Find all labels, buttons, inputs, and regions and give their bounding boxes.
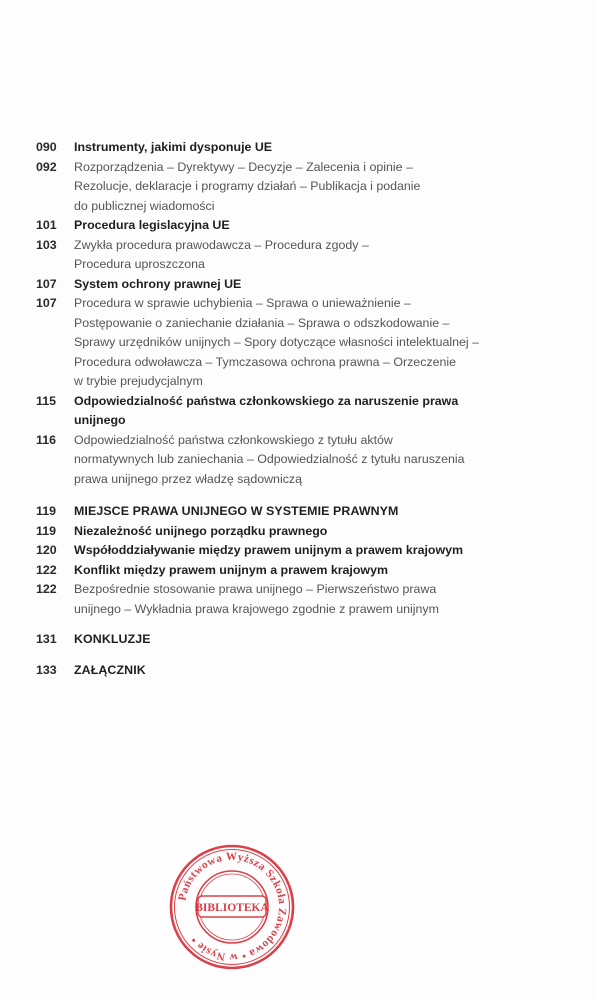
toc-entry[interactable]	[36, 392, 556, 431]
description-line: Bezpośrednie stosowanie prawa unijnego – Pierwszeństwo prawa	[74, 582, 437, 596]
toc-entry[interactable]	[36, 158, 556, 217]
page-number: 092	[36, 159, 57, 174]
section-title	[74, 392, 556, 431]
section-description	[74, 580, 556, 619]
description-line: w trybie prejudycjalnym	[74, 374, 203, 388]
section-description	[74, 431, 556, 490]
page-number: 116	[36, 432, 56, 447]
part-title: MIEJSCE PRAWA UNIJNEGO W SYSTEMIE PRAWNYM	[74, 504, 399, 518]
description-line: Procedura uproszczona	[74, 257, 205, 271]
section-title: Instrumenty, jakimi dysponuje UE	[74, 140, 273, 154]
description-line: prawa unijnego przez władzę sądowniczą	[74, 471, 302, 486]
description-line: Sprawy urzędników unijnych – Spory dotyczące własności intelektualnej –	[74, 335, 479, 349]
toc-entry[interactable]	[36, 294, 556, 392]
stamp-seal-icon	[168, 843, 296, 971]
table-of-contents	[36, 138, 556, 680]
toc-entry[interactable]	[36, 236, 556, 275]
section-description	[74, 158, 556, 217]
description-line: normatywnych lub zaniechania – Odpowiedzialność z tytułu naruszenia	[74, 452, 465, 466]
page-number: 120	[36, 543, 57, 557]
stamp-center-text: BIBLIOTEKA	[195, 902, 269, 914]
toc-entry[interactable]	[36, 502, 556, 522]
section-description	[74, 236, 556, 275]
page-number: 122	[36, 582, 57, 596]
page-number: 119	[36, 523, 56, 538]
page-number: 090	[36, 140, 57, 154]
page-number: 107	[36, 296, 57, 310]
page-number: 133	[36, 662, 57, 677]
description-line: do publicznej wiadomości	[74, 198, 215, 213]
description-line: Zwykła procedura prawodawcza – Procedura zgody –	[74, 237, 369, 252]
toc-entry[interactable]	[36, 580, 556, 619]
section-title: Konflikt między prawem unijnym a prawem krajowym	[74, 562, 388, 577]
section-title: System ochrony prawnej UE	[74, 276, 242, 291]
page-number: 119	[36, 504, 56, 518]
toc-entry[interactable]	[36, 431, 556, 490]
page-number: 101	[36, 218, 57, 232]
page-number: 103	[36, 237, 57, 252]
page-number: 115	[36, 393, 56, 408]
toc-entry[interactable]	[36, 138, 556, 158]
stamp-ring-text: Państwowa Wyższa Szkoła Zawodowa • w Nysie •	[176, 850, 289, 964]
library-stamp	[168, 843, 296, 971]
page-number: 131	[36, 632, 57, 646]
section-title: Współoddziaływanie między prawem unijnym a prawem krajowym	[74, 543, 464, 557]
title-line: Odpowiedzialność państwa członkowskiego za naruszenie prawa	[74, 393, 459, 408]
section-description	[74, 294, 556, 392]
toc-entry[interactable]	[36, 522, 556, 542]
description-line: Procedura odwoławcza – Tymczasowa ochrona prawna – Orzeczenie	[74, 354, 457, 369]
page-number: 122	[36, 562, 57, 577]
description-line: Postępowanie o zaniechanie działania – Sprawa o odszkodowanie –	[74, 315, 450, 330]
section-title: Niezależność unijnego porządku prawnego	[74, 523, 328, 538]
page-number: 107	[36, 276, 57, 291]
toc-entry[interactable]	[36, 561, 556, 581]
part-title: KONKLUZJE	[74, 632, 151, 646]
toc-entry[interactable]	[36, 541, 556, 561]
part-title: ZAŁĄCZNIK	[74, 662, 146, 677]
description-line: unijnego – Wykładnia prawa krajowego zgodnie z prawem unijnym	[74, 601, 439, 616]
description-line: Rozporządzenia – Dyrektywy – Decyzje – Zalecenia i opinie –	[74, 159, 413, 174]
description-line: Procedura w sprawie uchybienia – Sprawa o unieważnienie –	[74, 296, 411, 310]
section-title: Procedura legislacyjna UE	[74, 218, 230, 232]
description-line: Rezolucje, deklaracje i programy działań – Publikacja i podanie	[74, 179, 421, 193]
description-line: Odpowiedzialność państwa członkowskiego z tytułu aktów	[74, 432, 393, 447]
title-line: unijnego	[74, 413, 126, 427]
toc-entry[interactable]	[36, 661, 556, 681]
toc-entry[interactable]	[36, 630, 556, 650]
toc-entry[interactable]	[36, 216, 556, 236]
toc-entry[interactable]	[36, 275, 556, 295]
